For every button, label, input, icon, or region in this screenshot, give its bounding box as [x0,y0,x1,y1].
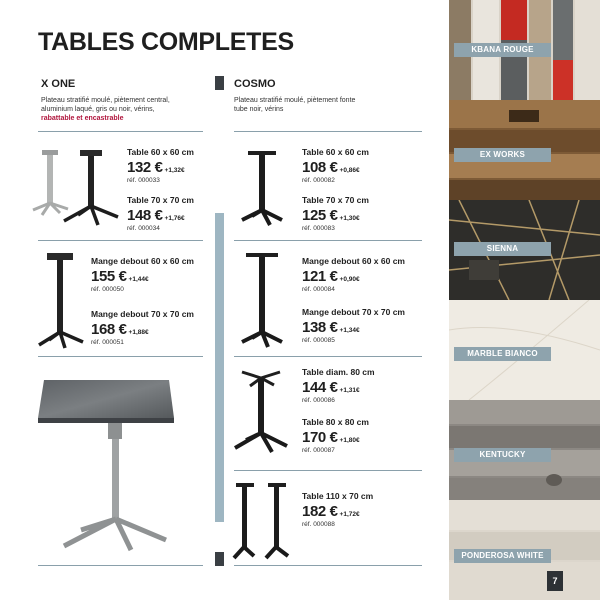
product-ref: réf. 000084 [302,286,335,293]
product-price: 121 € [302,268,338,285]
product-name: Mange debout 70 x 70 cm [302,307,405,317]
cosmo-description [234,96,355,114]
product-item [127,195,194,232]
product-ref: réf. 000088 [302,521,335,528]
xone-desc-accent: rabattable et encastrable [41,115,124,122]
xone-desc-line2: aluminium laqué, gris ou noir, vérins, [41,106,155,113]
product-price: 170 € [302,429,338,446]
product-eco-fee: +1,34€ [339,327,360,334]
product-price: 182 € [302,503,338,520]
product-ref: réf. 000051 [91,339,124,346]
product-eco-fee: +1,76€ [164,215,185,222]
cosmo-cross-base-image [232,370,290,455]
product-item [302,147,369,184]
product-eco-fee: +1,44€ [128,276,149,283]
xone-table-bases-image [28,145,123,230]
divider [38,565,203,566]
product-ref: réf. 000050 [91,286,124,293]
product-name: Table 60 x 60 cm [302,147,369,157]
column-divider [215,213,224,522]
xone-desc-line1: Plateau stratifié moulé, piètement central, [41,97,170,104]
cosmo-title: COSMO [234,78,276,90]
product-eco-fee: +1,80€ [339,437,360,444]
product-name: Table 70 x 70 cm [127,195,194,205]
product-name: Mange debout 60 x 60 cm [302,256,405,266]
product-eco-fee: +1,72€ [339,511,360,518]
product-item [91,256,194,293]
cosmo-double-base-image [232,480,292,562]
product-name: Mange debout 70 x 70 cm [91,309,194,319]
divider [234,131,422,132]
product-price: 148 € [127,207,163,224]
product-name: Mange debout 60 x 60 cm [91,256,194,266]
product-item [127,147,194,184]
product-eco-fee: +1,88€ [128,329,149,336]
product-ref: réf. 000034 [127,225,160,232]
product-item [302,367,375,404]
product-name: Table diam. 80 cm [302,367,375,377]
product-price: 168 € [91,321,127,338]
product-item [302,195,369,232]
xone-full-table-image [36,378,176,553]
product-ref: réf. 000083 [302,225,335,232]
product-price: 125 € [302,207,338,224]
product-eco-fee: +1,30€ [339,215,360,222]
divider [38,131,203,132]
divider [234,356,422,357]
xone-title: X ONE [41,78,76,90]
finish-swatches [449,0,600,600]
xone-bar-base-image [35,250,85,350]
product-price: 138 € [302,319,338,336]
cosmo-desc-line1: Plateau stratifié moulé, piètement fonte [234,97,356,104]
product-price: 108 € [302,159,338,176]
finish-label: MARBLE BIANCO [454,347,551,361]
product-ref: réf. 000033 [127,177,160,184]
page-number: 7 [547,571,563,591]
column-divider-bottom [215,552,224,566]
product-price: 132 € [127,159,163,176]
product-ref: réf. 000087 [302,447,335,454]
product-price: 155 € [91,268,127,285]
product-item [302,256,405,293]
product-eco-fee: +0,90€ [339,276,360,283]
cosmo-bar-base-image [238,250,286,350]
product-item [91,309,194,346]
xone-description [41,96,170,123]
finish-label: KBANA ROUGE [454,43,551,57]
finish-label: PONDEROSA WHITE [454,549,551,563]
finish-label: EX WORKS [454,148,551,162]
divider [234,240,422,241]
cosmo-table-base-image [238,148,286,228]
divider [234,565,422,566]
product-eco-fee: +1,31€ [339,387,360,394]
product-name: Table 80 x 80 cm [302,417,369,427]
product-name: Table 110 x 70 cm [302,491,374,501]
product-ref: réf. 000086 [302,397,335,404]
product-price: 144 € [302,379,338,396]
product-ref: réf. 000085 [302,337,335,344]
column-divider-top [215,76,224,90]
product-item [302,307,405,344]
divider [38,240,203,241]
product-eco-fee: +0,86€ [339,167,360,174]
product-item [302,417,369,454]
page-title: TABLES COMPLETES [38,28,294,56]
finish-label: SIENNA [454,242,551,256]
cosmo-desc-line2: tube noir, vérins [234,106,284,113]
product-name: Table 60 x 60 cm [127,147,194,157]
product-name: Table 70 x 70 cm [302,195,369,205]
divider [234,470,422,471]
divider [38,356,203,357]
product-ref: réf. 000082 [302,177,335,184]
finish-label: KENTUCKY [454,448,551,462]
product-item [302,491,373,528]
product-eco-fee: +1,32€ [164,167,185,174]
